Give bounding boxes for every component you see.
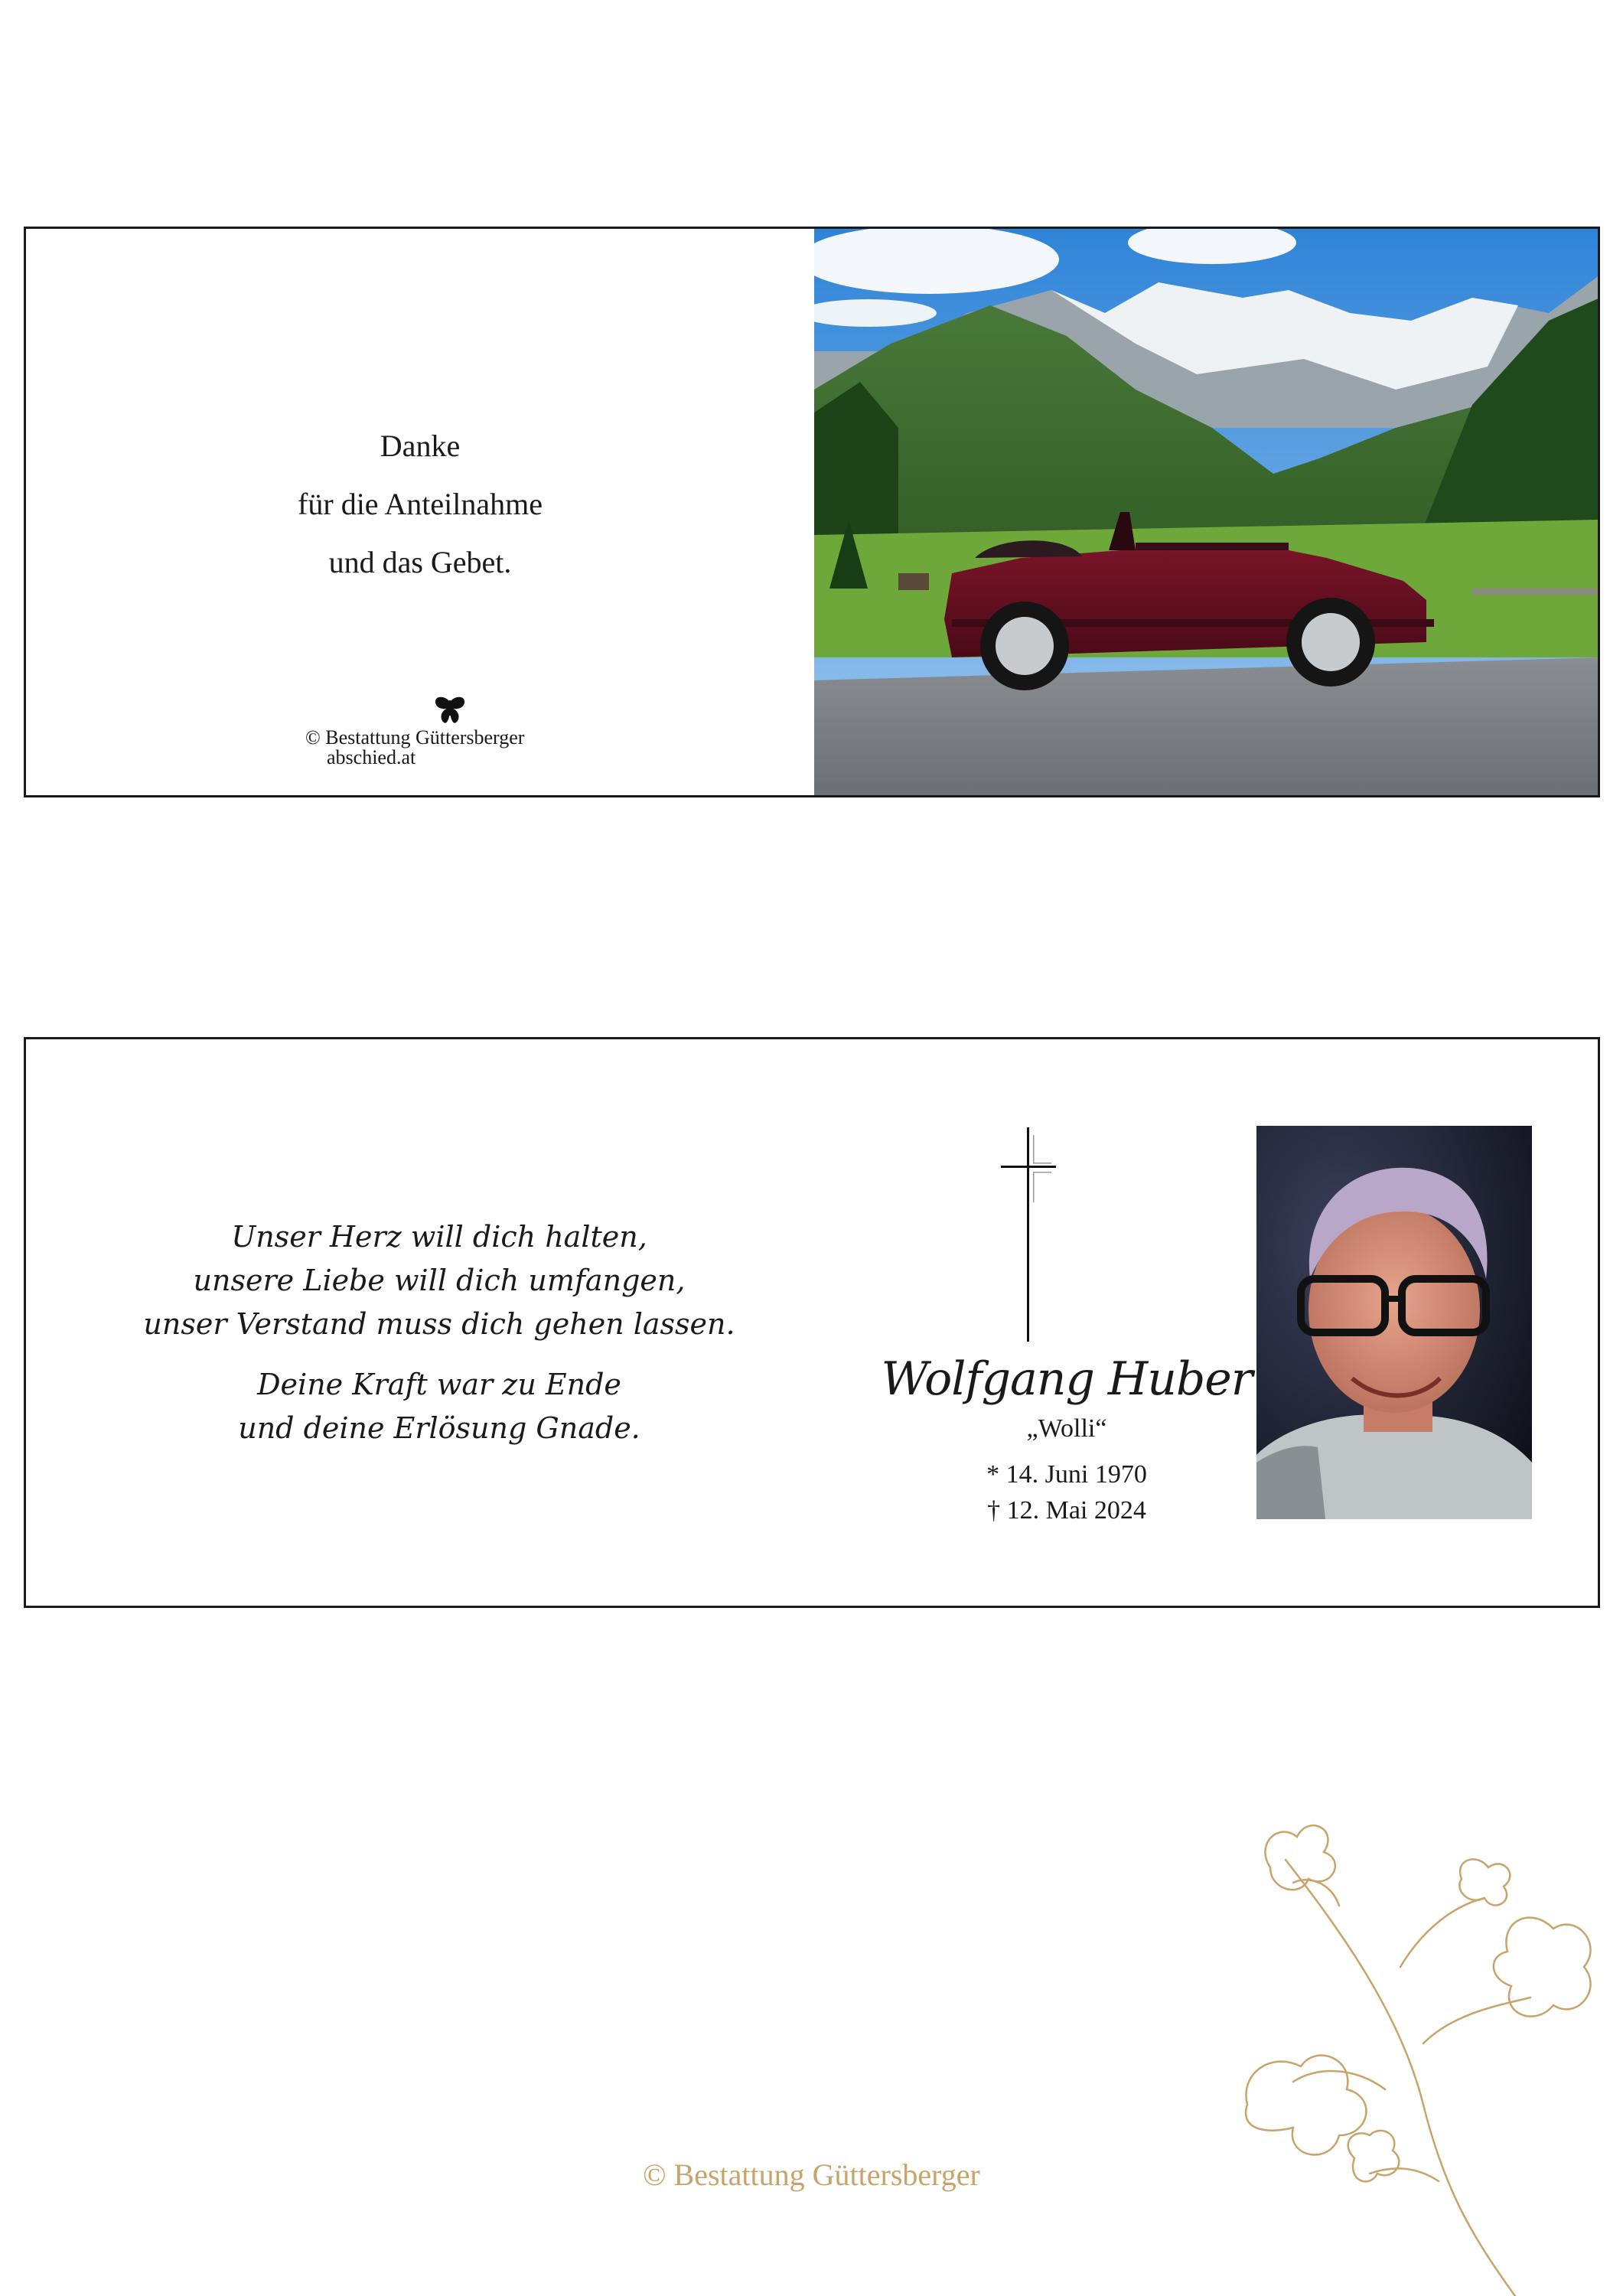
logo-copyright: © Bestattung Güttersberger [305,726,525,748]
logo-website: abschied.at [327,746,416,768]
deceased-nickname: „Wolli“ [1026,1414,1107,1443]
memorial-card [24,1037,1600,1608]
footer-copyright: © Bestattung Güttersberger [643,2157,980,2192]
death-date: † 12. Mai 2024 [987,1496,1146,1525]
verse-line: und deine Erlösung Gnade. [238,1411,640,1445]
flower-ornament [1224,1814,1607,2296]
thanks-text [26,417,814,592]
portrait-photo [1256,1126,1532,1519]
verse-stanza [26,1215,852,1346]
thanks-line: und das Gebet. [328,545,512,579]
thanks-line: Danke [380,429,461,463]
birth-date: * 14. Juni 1970 [986,1460,1147,1489]
verse-stanza [26,1363,852,1450]
memorial-verse [26,1215,852,1467]
thanks-card [24,227,1600,797]
verse-line: Unser Herz will dich halten, [231,1220,647,1254]
cross-icon [998,1127,1059,1342]
verse-line: unser Verstand muss dich gehen lassen. [143,1307,735,1341]
deceased-name: Wolfgang Huber [881,1352,1253,1406]
car-mountain-photo [814,229,1600,795]
thanks-line: für die Anteilnahme [298,487,543,521]
verse-line: Deine Kraft war zu Ende [257,1368,621,1401]
verse-line: unsere Liebe will dich umfangen, [193,1264,686,1297]
butterfly-icon [433,696,467,725]
